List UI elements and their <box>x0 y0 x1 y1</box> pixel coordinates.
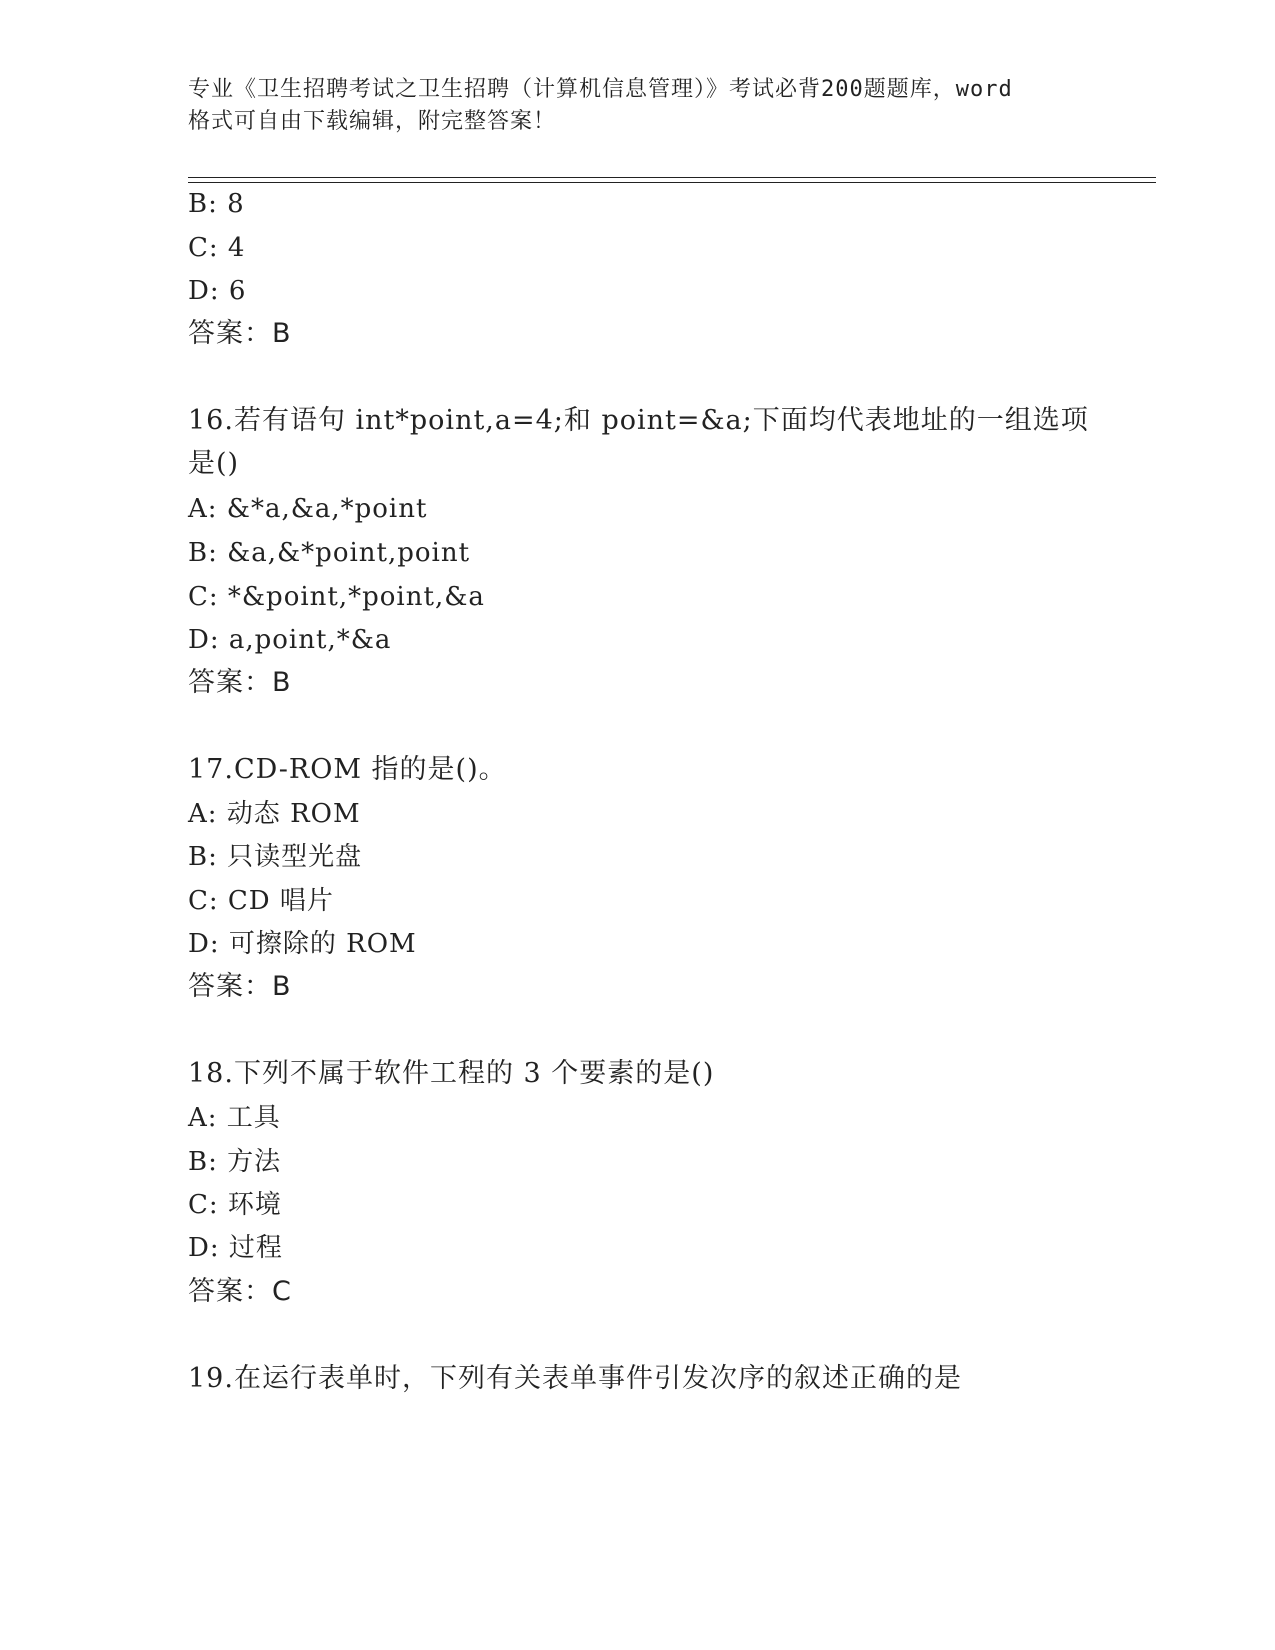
q17-answer: 答案：B <box>188 971 292 1002</box>
prev-option-b: B: 8 <box>188 189 245 219</box>
page-header <box>188 74 1088 138</box>
q16-text-line-2: 是() <box>188 448 240 479</box>
q16-text-line-1: 16.若有语句 int*point,a=4;和 point=&a;下面均代表地址的一组选项 <box>188 405 1089 436</box>
q18-option-c: C: 环境 <box>188 1190 282 1220</box>
prev-answer: 答案：B <box>188 318 292 349</box>
q17-option-d: D: 可擦除的 ROM <box>188 929 417 959</box>
prev-option-c: C: 4 <box>188 233 246 263</box>
header-title-line-2: 格式可自由下载编辑，附完整答案！ <box>188 109 557 134</box>
header-title-line-1: 专业《卫生招聘考试之卫生招聘（计算机信息管理）》考试必背200题题库，word <box>188 77 1013 102</box>
q16-option-b: B: &a,&*point,point <box>188 538 471 568</box>
header-divider-top <box>188 177 1156 178</box>
q18-answer: 答案：C <box>188 1276 292 1307</box>
q19-text: 19.在运行表单时，下列有关表单事件引发次序的叙述正确的是 <box>188 1363 962 1394</box>
prev-option-d: D: 6 <box>188 276 247 306</box>
q18-text: 18.下列不属于软件工程的 3 个要素的是() <box>188 1058 715 1089</box>
q17-option-c: C: CD 唱片 <box>188 886 334 916</box>
q18-option-b: B: 方法 <box>188 1147 282 1177</box>
q18-option-a: A: 工具 <box>188 1103 281 1133</box>
q16-answer: 答案：B <box>188 667 292 698</box>
q16-option-c: C: *&point,*point,&a <box>188 582 485 612</box>
q18-option-d: D: 过程 <box>188 1233 283 1263</box>
q16-option-d: D: a,point,*&a <box>188 625 392 655</box>
q17-text: 17.CD-ROM 指的是()。 <box>188 754 507 785</box>
q16-option-a: A: &*a,&a,*point <box>188 494 428 524</box>
q17-option-b: B: 只读型光盘 <box>188 842 363 872</box>
header-divider-bottom <box>188 182 1156 183</box>
q17-option-a: A: 动态 ROM <box>188 799 361 829</box>
